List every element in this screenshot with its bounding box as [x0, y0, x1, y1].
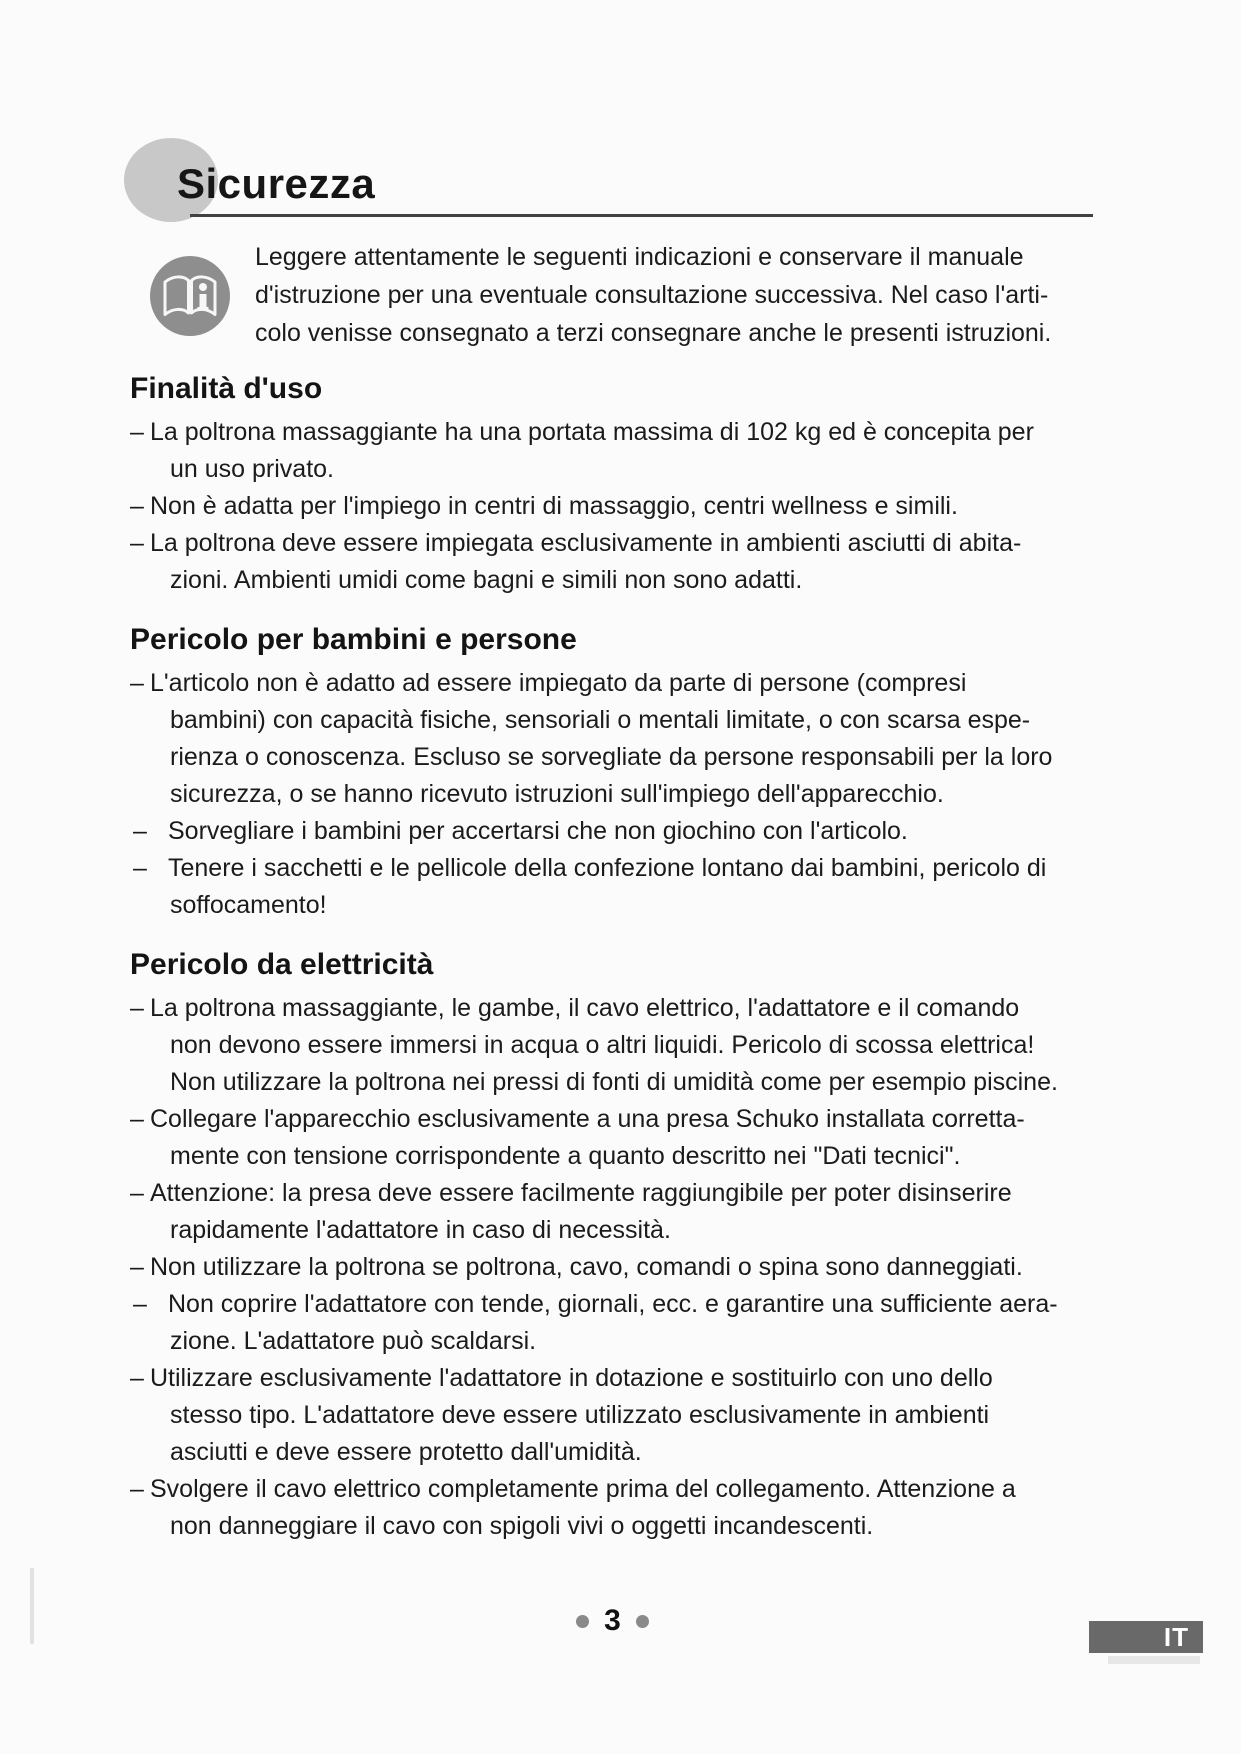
- footer-dot-left: [576, 1615, 589, 1628]
- bullet-item: [130, 1249, 1095, 1286]
- intro-line: colo venisse consegnato a terzi consegnare anche le presenti istruzioni.: [255, 319, 1052, 347]
- bullet-item: [130, 1101, 1095, 1175]
- bullet-text: rienza o conoscenza. Escluso se sorvegliate da persone responsabili per la loro: [170, 743, 1053, 771]
- bullet-text: asciutti e deve essere protetto dall'umidità.: [170, 1438, 642, 1466]
- bullet-dash: –: [133, 817, 147, 845]
- bullet-dash: –: [130, 1179, 144, 1207]
- bullet-text: Utilizzare esclusivamente l'adattatore in dotazione e sostituirlo con uno dello: [150, 1364, 993, 1392]
- bullet-text: Non utilizzare la poltrona nei pressi di fonti di umidità come per esempio piscine.: [170, 1068, 1058, 1096]
- scan-artifact-mark: [30, 1568, 34, 1644]
- bullet-item: [130, 990, 1095, 1101]
- bullet-text: Attenzione: la presa deve essere facilmente raggiungibile per poter disinserire: [150, 1179, 1012, 1207]
- footer-dot-right: [636, 1615, 649, 1628]
- bullet-text: zioni. Ambienti umidi come bagni e simili non sono adatti.: [170, 566, 803, 594]
- bullet-text: stesso tipo. L'adattatore deve essere utilizzato esclusivamente in ambienti: [170, 1401, 990, 1429]
- bullet-text: un uso privato.: [170, 455, 334, 483]
- bullet-text: Sorvegliare i bambini per accertarsi che non giochino con l'articolo.: [168, 817, 908, 845]
- intro-line: d'istruzione per una eventuale consultazione successiva. Nel caso l'arti-: [255, 281, 1049, 309]
- bullet-text: rapidamente l'adattatore in caso di necessità.: [170, 1216, 671, 1244]
- bullet-item: [130, 1175, 1095, 1249]
- bullet-dash: –: [133, 854, 147, 882]
- bullet-text: La poltrona massaggiante ha una portata massima di 102 kg ed è concepita per: [150, 418, 1034, 446]
- bullet-dash: –: [130, 529, 144, 557]
- page-title: Sicurezza: [177, 160, 376, 207]
- bullet-item: [130, 1471, 1095, 1545]
- section-heading-intended-use: Finalità d'uso: [130, 372, 323, 405]
- bullet-dash: –: [130, 1475, 144, 1503]
- open-book-info-icon-svg: [150, 256, 230, 336]
- bullet-item: [130, 1286, 1095, 1360]
- bullet-text: Collegare l'apparecchio esclusivamente a una presa Schuko installata corretta-: [150, 1105, 1025, 1133]
- intro-line: Leggere attentamente le seguenti indicazioni e conservare il manuale: [255, 243, 1024, 271]
- bullet-item: [130, 665, 1095, 813]
- bullet-dash: –: [130, 1253, 144, 1281]
- bullet-dash: –: [130, 492, 144, 520]
- page-body: [130, 372, 1095, 1545]
- title-underline: [190, 214, 1093, 217]
- open-book-info-icon: [150, 256, 230, 336]
- bullet-item: [130, 525, 1095, 599]
- section-heading-children-danger: Pericolo per bambini e persone: [130, 623, 577, 656]
- bullet-text: zione. L'adattatore può scaldarsi.: [170, 1327, 537, 1355]
- bullet-text: soffocamento!: [170, 891, 327, 919]
- bullet-text: non devono essere immersi in acqua o altri liquidi. Pericolo di scossa elettrica!: [170, 1031, 1035, 1059]
- bullet-text: Tenere i sacchetti e le pellicole della confezione lontano dai bambini, pericolo di: [168, 854, 1047, 882]
- language-tab: IT: [1089, 1621, 1203, 1653]
- bullet-dash: –: [130, 1364, 144, 1392]
- page-number: 3: [604, 1604, 621, 1637]
- bullet-text: Non coprire l'adattatore con tende, giornali, ecc. e garantire una sufficiente aera-: [168, 1290, 1058, 1318]
- bullet-item: [130, 1360, 1095, 1471]
- bullet-dash: –: [130, 418, 144, 446]
- bullet-text: mente con tensione corrispondente a quanto descritto nei "Dati tecnici".: [170, 1142, 961, 1170]
- bullet-text: L'articolo non è adatto ad essere impiegato da parte di persone (compresi: [150, 669, 967, 697]
- bullet-item: [130, 850, 1095, 924]
- bullet-item: [130, 813, 1095, 850]
- bullet-dash: –: [130, 1105, 144, 1133]
- bullet-text: sicurezza, o se hanno ricevuto istruzioni sull'impiego dell'apparecchio.: [170, 780, 944, 808]
- bullet-item: [130, 414, 1095, 488]
- bullet-text: Svolgere il cavo elettrico completamente prima del collegamento. Attenzione a: [150, 1475, 1016, 1503]
- page-footer: [130, 1604, 1095, 1638]
- section-heading-electricity-danger: Pericolo da elettricità: [130, 948, 434, 981]
- bullet-item: [130, 488, 1095, 525]
- bullet-dash: –: [133, 1290, 147, 1318]
- bullet-text: non danneggiare il cavo con spigoli vivi o oggetti incandescenti.: [170, 1512, 874, 1540]
- bullet-dash: –: [130, 994, 144, 1022]
- intro-paragraph: [255, 238, 1100, 352]
- bullet-text: Non è adatta per l'impiego in centri di massaggio, centri wellness e simili.: [150, 492, 958, 520]
- bullet-text: La poltrona massaggiante, le gambe, il cavo elettrico, l'adattatore e il comando: [150, 994, 1020, 1022]
- bullet-text: bambini) con capacità fisiche, sensoriali o mentali limitate, o con scarsa espe-: [170, 706, 1031, 734]
- language-tab-shadow: [1108, 1656, 1200, 1664]
- bullet-dash: –: [130, 669, 144, 697]
- bullet-text: La poltrona deve essere impiegata esclusivamente in ambienti asciutti di abita-: [150, 529, 1022, 557]
- bullet-text: Non utilizzare la poltrona se poltrona, cavo, comandi o spina sono danneggiati.: [150, 1253, 1023, 1281]
